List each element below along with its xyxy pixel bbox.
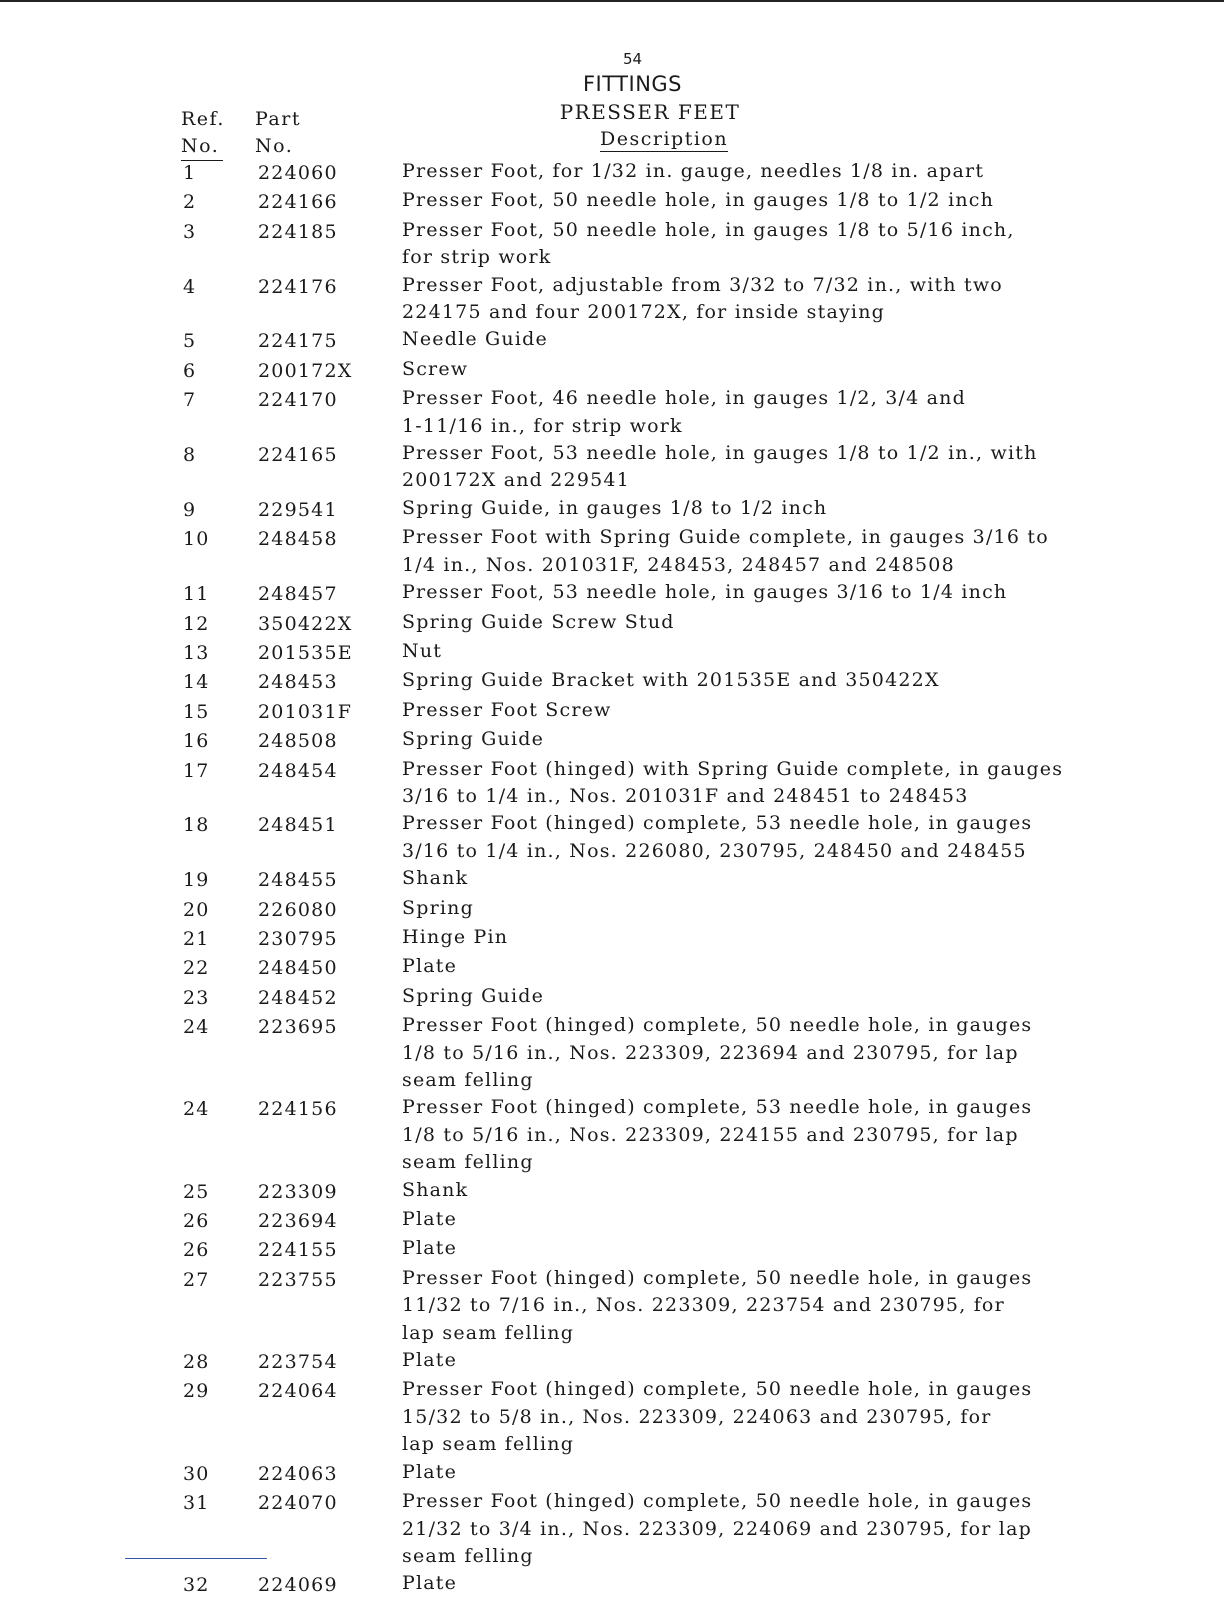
part-no: 224060	[258, 162, 338, 184]
part-no: 229541	[258, 498, 338, 521]
ref-no: 20	[183, 898, 210, 921]
table-row	[183, 217, 1143, 272]
part-no: 248457	[258, 583, 338, 606]
ref-header-line1: Ref.	[181, 108, 225, 130]
part-no: 248452	[258, 986, 338, 1009]
table-row	[183, 1265, 1143, 1347]
description: Plate	[402, 1460, 458, 1483]
table-row	[183, 756, 1143, 811]
description: Plate	[402, 1208, 458, 1231]
description: Presser Foot (hinged) complete, 50 needle hole, in gauges 1/8 to 5/16 in., Nos. 223309, 223694 and 230795, for lap seam felling	[402, 1014, 1033, 1091]
table-row	[183, 579, 1143, 608]
part-no: 223695	[258, 1016, 338, 1039]
part-header-line1: Part	[255, 108, 301, 130]
part-no: 248508	[258, 730, 338, 753]
ref-no: 7	[183, 389, 197, 412]
part-no: 224165	[258, 444, 338, 467]
ref-no: 27	[183, 1268, 210, 1291]
ref-header-line2: No.	[181, 133, 223, 161]
ref-no: 3	[183, 220, 197, 243]
ref-no: 16	[183, 730, 210, 753]
part-no: 248458	[258, 528, 338, 551]
description-header: Description	[600, 128, 729, 150]
description: Presser Foot (hinged) complete, 50 needle hole, in gauges 21/32 to 3/4 in., Nos. 223309, 224069 and 230795, for lap seam felling	[402, 1490, 1033, 1567]
ref-no: 28	[183, 1351, 210, 1374]
table-row	[183, 1177, 1143, 1206]
ref-no: 29	[183, 1380, 210, 1403]
ref-no: 24	[183, 1016, 210, 1039]
table-row	[183, 272, 1143, 327]
description: Plate	[402, 955, 458, 978]
description: Needle Guide	[402, 328, 548, 351]
ref-no: 14	[183, 671, 210, 694]
part-no: 224070	[258, 1492, 338, 1515]
table-row	[183, 697, 1143, 726]
part-no: 223754	[258, 1351, 338, 1374]
part-no-header	[255, 106, 301, 160]
part-no: 248451	[258, 814, 338, 837]
table-row	[183, 953, 1143, 982]
table-row	[183, 1376, 1143, 1458]
table-row	[183, 924, 1143, 953]
part-no: 224176	[258, 275, 338, 298]
part-no: 224185	[258, 220, 338, 243]
ref-no: 8	[183, 444, 197, 467]
ref-no: 21	[183, 927, 210, 950]
part-no: 350422X	[258, 612, 353, 635]
ref-no: 9	[183, 498, 197, 521]
table-row	[183, 385, 1143, 440]
description: Presser Foot with Spring Guide complete, in gauges 3/16 to 1/4 in., Nos. 201031F, 248453, 248457 and 248508	[402, 526, 1049, 576]
ref-no-header	[181, 106, 225, 161]
description: Presser Foot (hinged) complete, 50 needle hole, in gauges 11/32 to 7/16 in., Nos. 223309, 223754 and 230795, for lap seam felling	[402, 1266, 1033, 1344]
ref-no: 13	[183, 641, 210, 664]
table-row	[183, 1235, 1143, 1264]
description: Presser Foot (hinged) complete, 53 needle hole, in gauges 3/16 to 1/4 in., Nos. 226080, 230795, 248450 and 248455	[402, 812, 1033, 862]
table-row	[183, 1094, 1143, 1176]
description: Plate	[402, 1349, 458, 1372]
table-row	[183, 667, 1143, 696]
ref-no: 1	[183, 162, 197, 184]
ref-no: 24	[183, 1098, 210, 1121]
table-row	[183, 865, 1143, 894]
part-no: 224170	[258, 389, 338, 412]
part-header-line2: No.	[255, 135, 294, 157]
ref-no: 23	[183, 986, 210, 1009]
ref-no: 4	[183, 275, 197, 298]
ref-no: 17	[183, 759, 210, 782]
description: Presser Foot, for 1/32 in. gauge, needles 1/8 in. apart	[402, 160, 985, 182]
ref-no: 32	[183, 1574, 210, 1597]
description: Shank	[402, 1178, 469, 1201]
description: Nut	[402, 639, 443, 662]
part-no: 248453	[258, 671, 338, 694]
part-no: 223694	[258, 1210, 338, 1233]
bottom-rule	[125, 1558, 267, 1559]
top-border-rule	[0, 0, 1224, 2]
description: Hinge Pin	[402, 925, 509, 948]
description: Presser Foot, 46 needle hole, in gauges 1/2, 3/4 and 1-11/16 in., for strip work	[402, 387, 966, 437]
description: Presser Foot, 50 needle hole, in gauges 1/8 to 1/2 inch	[402, 189, 995, 212]
description: Plate	[402, 1237, 458, 1260]
table-row	[183, 356, 1143, 385]
description: Presser Foot (hinged) with Spring Guide complete, in gauges 3/16 to 1/4 in., Nos. 201031F and 248451 to 248453	[402, 757, 1064, 807]
table-row	[183, 726, 1143, 755]
table-row	[183, 495, 1143, 524]
description: Spring Guide	[402, 728, 545, 751]
part-no: 224069	[258, 1574, 338, 1597]
part-no: 248455	[258, 869, 338, 892]
subsection-title: PRESSER FEET	[559, 100, 741, 124]
part-no: 224155	[258, 1239, 338, 1262]
table-row	[183, 810, 1143, 865]
section-title: FITTINGS	[582, 72, 683, 96]
part-no: 248450	[258, 957, 338, 980]
description: Screw	[402, 357, 469, 380]
ref-no: 10	[183, 528, 210, 551]
ref-no: 6	[183, 359, 197, 382]
table-row	[183, 1570, 1143, 1599]
part-no: 200172X	[258, 359, 353, 382]
table-row	[183, 895, 1143, 924]
table-row	[183, 609, 1143, 638]
part-no: 224064	[258, 1380, 338, 1403]
table-row	[183, 1459, 1143, 1488]
ref-no: 22	[183, 957, 210, 980]
ref-no: 26	[183, 1210, 210, 1233]
ref-no: 18	[183, 814, 210, 837]
table-row	[183, 158, 1143, 187]
description: Presser Foot (hinged) complete, 50 needle hole, in gauges 15/32 to 5/8 in., Nos. 223309, 224063 and 230795, for lap seam felling	[402, 1378, 1033, 1456]
table-row	[183, 187, 1143, 216]
part-no: 224156	[258, 1098, 338, 1121]
description: Spring Guide Bracket with 201535E and 350422X	[402, 669, 940, 692]
table-row	[183, 1206, 1143, 1235]
part-no: 248454	[258, 759, 338, 782]
part-no: 201535E	[258, 641, 353, 664]
table-row	[183, 524, 1143, 579]
description: Spring	[402, 896, 474, 919]
description: Spring Guide Screw Stud	[402, 610, 675, 633]
part-no: 224063	[258, 1462, 338, 1485]
table-row	[183, 983, 1143, 1012]
part-no: 223309	[258, 1180, 338, 1203]
description: Presser Foot Screw	[402, 698, 612, 721]
ref-no: 31	[183, 1492, 210, 1515]
description: Presser Foot, 50 needle hole, in gauges 1/8 to 5/16 inch, for strip work	[402, 218, 1015, 269]
part-no: 224175	[258, 330, 338, 353]
description: Spring Guide, in gauges 1/8 to 1/2 inch	[402, 496, 828, 519]
table-row	[183, 638, 1143, 667]
table-row	[183, 1012, 1143, 1094]
page-number: 54	[622, 50, 643, 68]
ref-no: 25	[183, 1180, 210, 1203]
parts-list	[183, 158, 1143, 1600]
ref-no: 30	[183, 1462, 210, 1485]
description: Spring Guide	[402, 984, 545, 1007]
ref-no: 2	[183, 191, 197, 214]
part-no: 223755	[258, 1268, 338, 1291]
table-row	[183, 1347, 1143, 1376]
table-row	[183, 1488, 1143, 1570]
table-row	[183, 326, 1143, 355]
description: Plate	[402, 1572, 458, 1595]
ref-no: 15	[183, 700, 210, 723]
ref-no: 19	[183, 869, 210, 892]
description: Shank	[402, 867, 469, 890]
ref-no: 11	[183, 583, 210, 606]
description: Presser Foot, 53 needle hole, in gauges 3/16 to 1/4 inch	[402, 581, 1008, 604]
table-row	[183, 440, 1143, 495]
description: Presser Foot (hinged) complete, 53 needle hole, in gauges 1/8 to 5/16 in., Nos. 223309, 224155 and 230795, for lap seam felling	[402, 1096, 1033, 1174]
ref-no: 12	[183, 612, 210, 635]
part-no: 230795	[258, 927, 338, 950]
ref-no: 26	[183, 1239, 210, 1262]
description: Presser Foot, 53 needle hole, in gauges 1/8 to 1/2 in., with 200172X and 229541	[402, 442, 1038, 492]
part-no: 224166	[258, 191, 338, 214]
description: Presser Foot, adjustable from 3/32 to 7/32 in., with two 224175 and four 200172X, for inside staying	[402, 273, 1003, 324]
ref-no: 5	[183, 330, 197, 353]
part-no: 201031F	[258, 700, 353, 723]
part-no: 226080	[258, 898, 338, 921]
